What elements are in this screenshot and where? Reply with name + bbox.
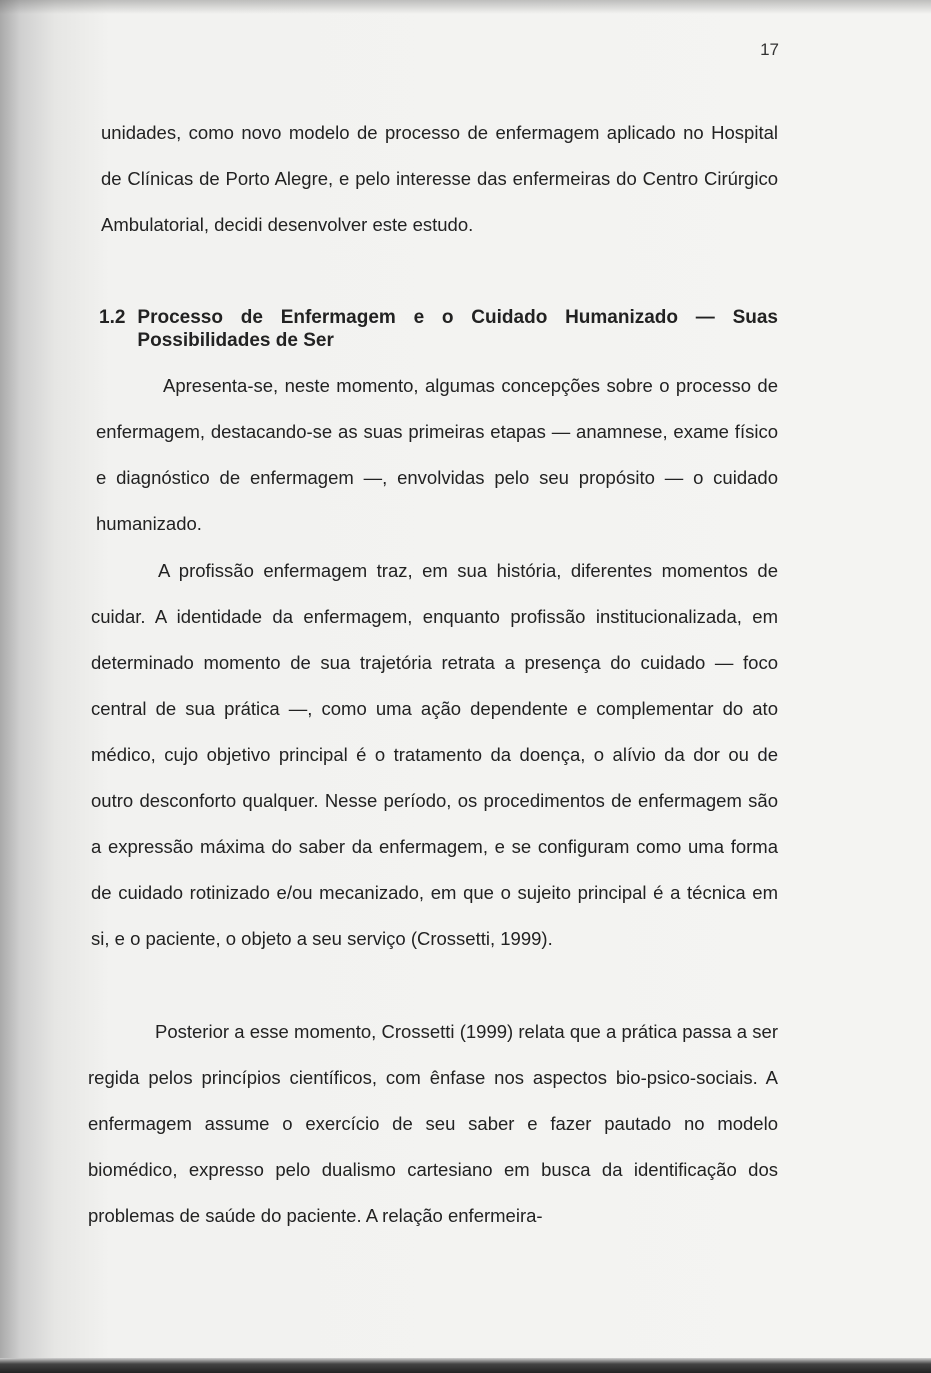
page-bottom-edge [0, 1358, 931, 1373]
body-paragraph-3: Posterior a esse momento, Crossetti (1999) relata que a prática passa a ser regida pelos princípios científicos, com ênfase nos aspectos bio-psico-sociais. A enfermagem assume o exercício de seu saber e fazer pautado no modelo biomédico, expresso pelo dualismo cartesiano em busca da identificação dos problemas de saúde do paciente. A relação enfermeira- [88, 1021, 778, 1226]
section-number: 1.2 [99, 307, 126, 328]
section-title: Processo de Enfermagem e o Cuidado Humanizado — Suas Possibilidades de Ser [137, 307, 778, 351]
body-paragraph-2: A profissão enfermagem traz, em sua história, diferentes momentos de cuidar. A identidade da enfermagem, enquanto profissão institucionalizada, em determinado momento de sua trajetória retrata a presença do cuidado — foco central de sua prática —, como uma ação dependente e complementar do ato médico, cujo objetivo principal é o tratamento da doença, o alívio da dor ou de outro desconforto qualquer. Nesse período, os procedimentos de enfermagem são a expressão máxima do saber da enfermagem, e se configuram como uma forma de cuidado rotinizado e/ou mecanizado, em que o sujeito principal é a técnica em si, e o paciente, o objeto a seu serviço (Crossetti, 1999). [91, 560, 778, 949]
page-top-shadow [0, 0, 931, 14]
page-number: 17 [760, 40, 779, 59]
section-heading [99, 306, 778, 352]
body-paragraph-1: Apresenta-se, neste momento, algumas concepções sobre o processo de enfermagem, destacando-se as suas primeiras etapas — anamnese, exame físico e diagnóstico de enfermagem —, envolvidas pelo seu propósito — o cuidado humanizado. [96, 375, 778, 534]
intro-paragraph: unidades, como novo modelo de processo de enfermagem aplicado no Hospital de Clínicas de Porto Alegre, e pelo interesse das enfermeiras do Centro Cirúrgico Ambulatorial, decidi desenvolver este estudo. [101, 122, 778, 235]
